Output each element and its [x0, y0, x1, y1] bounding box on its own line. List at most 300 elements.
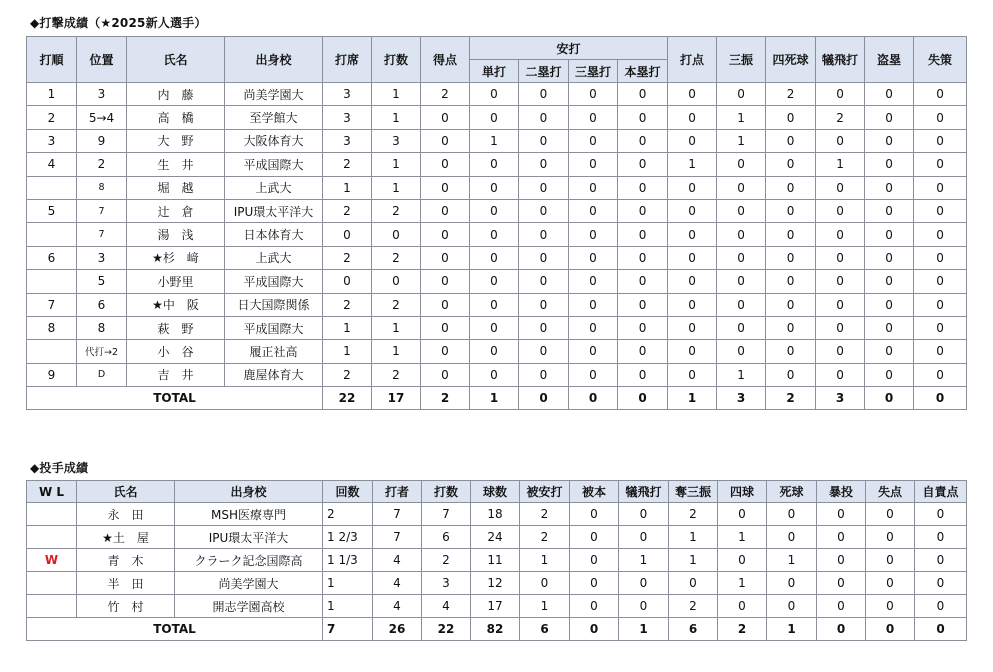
batting-cell-pa: 2	[323, 153, 372, 176]
batting-cell-pa: 1	[323, 340, 372, 363]
batting-cell-rbi: 0	[668, 363, 717, 386]
batting-cell-so: 0	[717, 293, 766, 316]
batting-cell-pos: 8	[77, 316, 127, 339]
pitching-cell-ab: 4	[422, 595, 471, 618]
batting-cell-order	[27, 340, 77, 363]
pitching-cell-bb: 0	[718, 595, 767, 618]
pitching-cell-name: 青 木	[77, 549, 175, 572]
header-rbi: 打点	[668, 37, 717, 83]
batting-cell-s1: 0	[470, 246, 519, 269]
pitching-cell-ip: 1	[323, 572, 373, 595]
pitching-cell-sac: 0	[619, 595, 669, 618]
batting-cell-name: ★杉 﨑	[127, 246, 225, 269]
pitching-total-er: 0	[915, 618, 967, 641]
header-r: 失点	[866, 481, 915, 503]
pitching-cell-bf: 4	[373, 572, 422, 595]
batting-cell-s1: 0	[470, 153, 519, 176]
pitching-cell-ip: 1 2/3	[323, 526, 373, 549]
batting-cell-so: 0	[717, 340, 766, 363]
pitching-cell-bf: 7	[373, 503, 422, 526]
batting-total-row	[27, 387, 967, 410]
batting-cell-ab: 2	[372, 246, 421, 269]
pitching-total-bb: 2	[718, 618, 767, 641]
batting-row	[27, 223, 967, 246]
batting-cell-pos: 2	[77, 153, 127, 176]
batting-cell-pos: 9	[77, 129, 127, 152]
header-h: 被安打	[520, 481, 570, 503]
batting-row	[27, 199, 967, 222]
batting-cell-so: 0	[717, 153, 766, 176]
batting-cell-sac: 0	[816, 129, 865, 152]
pitching-cell-ip: 1	[323, 595, 373, 618]
header-wl: W L	[27, 481, 77, 503]
batting-cell-name: 大 野	[127, 129, 225, 152]
batting-cell-rbi: 0	[668, 129, 717, 152]
pitching-cell-school: IPU環太平洋大	[175, 526, 323, 549]
header-order: 打順	[27, 37, 77, 83]
pitching-cell-wp: 0	[817, 549, 866, 572]
header-np: 球数	[471, 481, 520, 503]
batting-cell-bb: 0	[766, 106, 816, 129]
batting-cell-e: 0	[914, 129, 967, 152]
pitching-cell-ab: 3	[422, 572, 471, 595]
batting-cell-s2: 0	[519, 293, 569, 316]
batting-cell-ab: 1	[372, 153, 421, 176]
batting-cell-hr: 0	[618, 176, 668, 199]
batting-cell-rbi: 0	[668, 83, 717, 106]
batting-cell-r: 0	[421, 316, 470, 339]
batting-cell-hr: 0	[618, 129, 668, 152]
batting-cell-sac: 0	[816, 270, 865, 293]
header-single: 単打	[470, 60, 519, 83]
pitching-cell-ab: 7	[422, 503, 471, 526]
batting-row	[27, 153, 967, 176]
pitching-cell-er: 0	[915, 503, 967, 526]
batting-cell-r: 0	[421, 153, 470, 176]
batting-cell-hr: 0	[618, 246, 668, 269]
pitching-cell-wp: 0	[817, 503, 866, 526]
batting-cell-hr: 0	[618, 153, 668, 176]
batting-cell-sb: 0	[865, 176, 914, 199]
batting-cell-school: IPU環太平洋大	[225, 199, 323, 222]
pitching-cell-np: 11	[471, 549, 520, 572]
batting-cell-r: 0	[421, 363, 470, 386]
batting-cell-s2: 0	[519, 316, 569, 339]
pitching-cell-r: 0	[866, 503, 915, 526]
pitching-row	[27, 526, 967, 549]
batting-cell-sac: 0	[816, 246, 865, 269]
batting-total-s1: 1	[470, 387, 519, 410]
header-name: 氏名	[77, 481, 175, 503]
header-sac: 犠飛打	[816, 37, 865, 83]
batting-cell-order: 6	[27, 246, 77, 269]
pitching-cell-sac: 0	[619, 526, 669, 549]
batting-cell-hr: 0	[618, 293, 668, 316]
batting-cell-s1: 0	[470, 106, 519, 129]
batting-cell-name: 小 谷	[127, 340, 225, 363]
batting-cell-e: 0	[914, 153, 967, 176]
header-err: 失策	[914, 37, 967, 83]
batting-cell-s2: 0	[519, 246, 569, 269]
pitching-row	[27, 549, 967, 572]
batting-cell-order	[27, 223, 77, 246]
batting-row	[27, 363, 967, 386]
batting-cell-pos: 7	[77, 199, 127, 222]
batting-cell-order: 8	[27, 316, 77, 339]
batting-cell-r: 0	[421, 176, 470, 199]
batting-cell-pa: 2	[323, 293, 372, 316]
pitching-cell-bf: 7	[373, 526, 422, 549]
batting-cell-bb: 0	[766, 316, 816, 339]
batting-cell-pa: 1	[323, 316, 372, 339]
pitching-cell-r: 0	[866, 595, 915, 618]
pitching-cell-hr: 0	[570, 503, 619, 526]
batting-cell-rbi: 0	[668, 106, 717, 129]
batting-cell-pos: 7	[77, 223, 127, 246]
pitching-cell-np: 24	[471, 526, 520, 549]
batting-cell-sb: 0	[865, 106, 914, 129]
batting-cell-school: 至学館大	[225, 106, 323, 129]
pitching-total-wp: 0	[817, 618, 866, 641]
batting-cell-school: 平成国際大	[225, 316, 323, 339]
batting-cell-pos: 6	[77, 293, 127, 316]
batting-cell-pa: 1	[323, 176, 372, 199]
header-ab: 打数	[422, 481, 471, 503]
batting-cell-r: 0	[421, 199, 470, 222]
batting-cell-s2: 0	[519, 83, 569, 106]
batting-cell-name: 堀 越	[127, 176, 225, 199]
batting-cell-school: 大阪体育大	[225, 129, 323, 152]
pitching-cell-hr: 0	[570, 549, 619, 572]
header-wp: 暴投	[817, 481, 866, 503]
pitching-total-hr: 0	[570, 618, 619, 641]
batting-cell-sb: 0	[865, 270, 914, 293]
batting-cell-rbi: 0	[668, 270, 717, 293]
batting-cell-bb: 0	[766, 270, 816, 293]
pitching-total-hbp: 1	[767, 618, 817, 641]
batting-cell-name: 萩 野	[127, 316, 225, 339]
batting-cell-s2: 0	[519, 363, 569, 386]
batting-cell-name: 吉 井	[127, 363, 225, 386]
batting-cell-pa: 3	[323, 106, 372, 129]
pitching-cell-r: 0	[866, 526, 915, 549]
batting-cell-s1: 0	[470, 340, 519, 363]
batting-cell-s2: 0	[519, 340, 569, 363]
batting-cell-pos: 5	[77, 270, 127, 293]
pitching-cell-ab: 2	[422, 549, 471, 572]
pitching-cell-name: 永 田	[77, 503, 175, 526]
batting-cell-sb: 0	[865, 363, 914, 386]
batting-cell-hr: 0	[618, 106, 668, 129]
batting-cell-s3: 0	[569, 176, 618, 199]
header-hits-group: 安打	[470, 37, 668, 60]
pitching-total-np: 82	[471, 618, 520, 641]
pitching-cell-school: MSH医療専門	[175, 503, 323, 526]
header-hbp: 死球	[767, 481, 817, 503]
batting-cell-hr: 0	[618, 270, 668, 293]
batting-cell-ab: 1	[372, 340, 421, 363]
batting-cell-ab: 0	[372, 223, 421, 246]
batting-cell-r: 0	[421, 106, 470, 129]
pitching-cell-sac: 0	[619, 572, 669, 595]
pitching-cell-so: 0	[669, 572, 718, 595]
batting-cell-s3: 0	[569, 223, 618, 246]
batting-cell-bb: 0	[766, 153, 816, 176]
pitching-cell-wl	[27, 595, 77, 618]
pitching-cell-bf: 4	[373, 595, 422, 618]
pitching-cell-wl	[27, 572, 77, 595]
batting-cell-pa: 0	[323, 223, 372, 246]
batting-cell-rbi: 0	[668, 223, 717, 246]
batting-row	[27, 246, 967, 269]
batting-cell-e: 0	[914, 340, 967, 363]
batting-cell-s1: 0	[470, 316, 519, 339]
batting-cell-s2: 0	[519, 176, 569, 199]
pitching-row	[27, 572, 967, 595]
batting-cell-pa: 3	[323, 83, 372, 106]
batting-cell-s1: 0	[470, 176, 519, 199]
pitching-cell-ab: 6	[422, 526, 471, 549]
pitching-cell-h: 1	[520, 595, 570, 618]
pitching-table	[26, 480, 967, 641]
pitching-cell-ip: 2	[323, 503, 373, 526]
batting-cell-s1: 0	[470, 293, 519, 316]
pitching-cell-hbp: 1	[767, 549, 817, 572]
batting-cell-school: 平成国際大	[225, 153, 323, 176]
batting-cell-name: ★中 阪	[127, 293, 225, 316]
batting-total-s2: 0	[519, 387, 569, 410]
pitching-cell-bb: 0	[718, 503, 767, 526]
batting-cell-sac: 0	[816, 293, 865, 316]
pitching-cell-r: 0	[866, 572, 915, 595]
batting-cell-so: 0	[717, 83, 766, 106]
batting-cell-r: 0	[421, 270, 470, 293]
pitching-total-so: 6	[669, 618, 718, 641]
batting-cell-ab: 0	[372, 270, 421, 293]
batting-cell-so: 1	[717, 363, 766, 386]
batting-cell-sac: 0	[816, 199, 865, 222]
pitching-cell-h: 2	[520, 526, 570, 549]
batting-cell-sac: 0	[816, 83, 865, 106]
batting-cell-sb: 0	[865, 153, 914, 176]
pitching-total-ab: 22	[422, 618, 471, 641]
header-so: 三振	[717, 37, 766, 83]
pitching-total-bf: 26	[373, 618, 422, 641]
batting-cell-r: 2	[421, 83, 470, 106]
batting-cell-so: 0	[717, 246, 766, 269]
batting-cell-s1: 0	[470, 83, 519, 106]
pitching-cell-name: ★土 屋	[77, 526, 175, 549]
pitching-total-sac: 1	[619, 618, 669, 641]
batting-cell-bb: 0	[766, 340, 816, 363]
pitching-row	[27, 595, 967, 618]
batting-cell-name: 生 井	[127, 153, 225, 176]
batting-cell-ab: 2	[372, 293, 421, 316]
batting-cell-r: 0	[421, 223, 470, 246]
batting-cell-hr: 0	[618, 199, 668, 222]
batting-cell-so: 0	[717, 199, 766, 222]
pitching-cell-h: 2	[520, 503, 570, 526]
batting-row	[27, 176, 967, 199]
batting-cell-s3: 0	[569, 270, 618, 293]
batting-cell-bb: 0	[766, 199, 816, 222]
batting-cell-ab: 1	[372, 176, 421, 199]
batting-cell-sb: 0	[865, 340, 914, 363]
batting-total-label: TOTAL	[27, 387, 323, 410]
pitching-cell-bb: 0	[718, 549, 767, 572]
pitching-cell-name: 半 田	[77, 572, 175, 595]
pitching-cell-h: 1	[520, 549, 570, 572]
batting-cell-pa: 0	[323, 270, 372, 293]
batting-cell-e: 0	[914, 293, 967, 316]
batting-cell-s1: 0	[470, 270, 519, 293]
batting-cell-name: 湯 浅	[127, 223, 225, 246]
header-so: 奪三振	[669, 481, 718, 503]
header-ip: 回数	[323, 481, 373, 503]
pitching-total-h: 6	[520, 618, 570, 641]
batting-cell-s3: 0	[569, 106, 618, 129]
batting-cell-sac: 0	[816, 316, 865, 339]
pitching-cell-school: 開志学園高校	[175, 595, 323, 618]
pitching-cell-er: 0	[915, 572, 967, 595]
batting-cell-r: 0	[421, 340, 470, 363]
header-sac: 犠飛打	[619, 481, 669, 503]
batting-cell-school: 鹿屋体育大	[225, 363, 323, 386]
pitching-total-ip: 7	[323, 618, 373, 641]
pitching-total-r: 0	[866, 618, 915, 641]
batting-cell-pos: 8	[77, 176, 127, 199]
batting-cell-rbi: 0	[668, 176, 717, 199]
batting-cell-so: 1	[717, 129, 766, 152]
batting-cell-pos: 代打→2	[77, 340, 127, 363]
batting-cell-hr: 0	[618, 83, 668, 106]
header-ab: 打数	[372, 37, 421, 83]
batting-cell-hr: 0	[618, 316, 668, 339]
batting-cell-name: 高 橋	[127, 106, 225, 129]
batting-cell-e: 0	[914, 316, 967, 339]
pitching-cell-np: 17	[471, 595, 520, 618]
batting-total-rbi: 1	[668, 387, 717, 410]
batting-cell-order	[27, 176, 77, 199]
header-sb: 盗塁	[865, 37, 914, 83]
header-pa: 打席	[323, 37, 372, 83]
batting-cell-order: 5	[27, 199, 77, 222]
batting-total-s3: 0	[569, 387, 618, 410]
batting-cell-sac: 1	[816, 153, 865, 176]
batting-total-hr: 0	[618, 387, 668, 410]
pitching-cell-r: 0	[866, 549, 915, 572]
batting-row	[27, 270, 967, 293]
pitching-cell-ip: 1 1/3	[323, 549, 373, 572]
batting-cell-s3: 0	[569, 340, 618, 363]
batting-cell-name: 小野里	[127, 270, 225, 293]
batting-cell-name: 内 藤	[127, 83, 225, 106]
batting-cell-ab: 1	[372, 106, 421, 129]
batting-cell-s3: 0	[569, 153, 618, 176]
batting-cell-sb: 0	[865, 246, 914, 269]
batting-total-e: 0	[914, 387, 967, 410]
pitching-cell-wp: 0	[817, 526, 866, 549]
pitching-cell-sac: 0	[619, 503, 669, 526]
batting-row	[27, 293, 967, 316]
pitching-cell-school: クラーク記念国際高	[175, 549, 323, 572]
batting-cell-bb: 2	[766, 83, 816, 106]
batting-cell-s3: 0	[569, 83, 618, 106]
pitching-cell-h: 0	[520, 572, 570, 595]
batting-cell-bb: 0	[766, 363, 816, 386]
batting-cell-sac: 0	[816, 363, 865, 386]
batting-row	[27, 129, 967, 152]
batting-cell-e: 0	[914, 199, 967, 222]
batting-cell-so: 0	[717, 176, 766, 199]
batting-total-pa: 22	[323, 387, 372, 410]
header-runs: 得点	[421, 37, 470, 83]
batting-cell-bb: 0	[766, 129, 816, 152]
batting-cell-sac: 0	[816, 340, 865, 363]
pitching-cell-hr: 0	[570, 595, 619, 618]
batting-cell-so: 0	[717, 223, 766, 246]
batting-cell-rbi: 0	[668, 340, 717, 363]
batting-cell-bb: 0	[766, 223, 816, 246]
batting-cell-rbi: 0	[668, 246, 717, 269]
batting-cell-ab: 2	[372, 363, 421, 386]
batting-cell-e: 0	[914, 83, 967, 106]
batting-total-ab: 17	[372, 387, 421, 410]
header-school: 出身校	[225, 37, 323, 83]
batting-cell-s2: 0	[519, 106, 569, 129]
batting-cell-so: 1	[717, 106, 766, 129]
batting-cell-bb: 0	[766, 176, 816, 199]
batting-cell-pos: 5→4	[77, 106, 127, 129]
batting-cell-e: 0	[914, 106, 967, 129]
pitching-cell-wl: W	[27, 549, 77, 572]
batting-cell-rbi: 1	[668, 153, 717, 176]
batting-cell-sb: 0	[865, 293, 914, 316]
pitching-cell-hbp: 0	[767, 595, 817, 618]
batting-total-bb: 2	[766, 387, 816, 410]
header-position: 位置	[77, 37, 127, 83]
header-hr: 被本	[570, 481, 619, 503]
pitching-cell-hbp: 0	[767, 503, 817, 526]
batting-cell-s3: 0	[569, 293, 618, 316]
pitching-cell-er: 0	[915, 595, 967, 618]
batting-total-sac: 3	[816, 387, 865, 410]
batting-row	[27, 83, 967, 106]
pitching-cell-hr: 0	[570, 526, 619, 549]
batting-row	[27, 106, 967, 129]
pitching-cell-name: 竹 村	[77, 595, 175, 618]
pitching-cell-hbp: 0	[767, 526, 817, 549]
batting-cell-sb: 0	[865, 199, 914, 222]
batting-cell-school: 履正社高	[225, 340, 323, 363]
batting-cell-school: 上武大	[225, 246, 323, 269]
batting-cell-name: 辻 倉	[127, 199, 225, 222]
pitching-cell-wl	[27, 526, 77, 549]
batting-cell-order: 2	[27, 106, 77, 129]
batting-cell-rbi: 0	[668, 316, 717, 339]
batting-cell-ab: 1	[372, 316, 421, 339]
header-er: 自責点	[915, 481, 967, 503]
pitching-cell-wp: 0	[817, 572, 866, 595]
batting-cell-school: 日大国際関係	[225, 293, 323, 316]
batting-cell-pa: 2	[323, 363, 372, 386]
batting-cell-order: 4	[27, 153, 77, 176]
batting-cell-order: 3	[27, 129, 77, 152]
batting-cell-e: 0	[914, 270, 967, 293]
pitching-section-title: ◆投手成績	[30, 461, 89, 475]
header-hr: 本塁打	[618, 60, 668, 83]
batting-row	[27, 316, 967, 339]
